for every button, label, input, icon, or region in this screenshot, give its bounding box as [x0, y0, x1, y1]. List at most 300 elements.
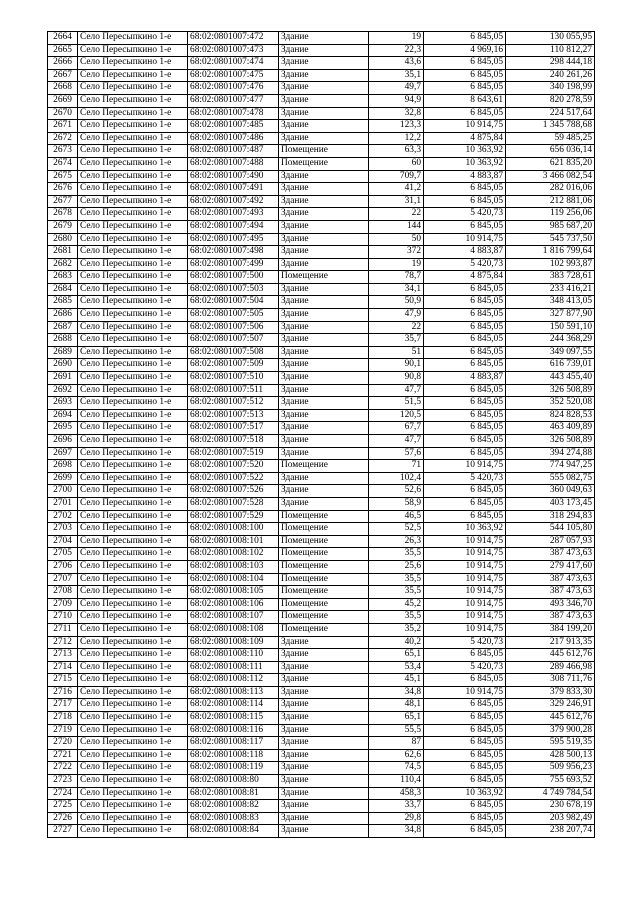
area-cell: 65,1: [369, 649, 424, 662]
area-cell: 26,3: [369, 535, 424, 548]
object-type-cell: Здание: [279, 686, 369, 699]
cadastral-number-cell: 68:02:0801007:486: [188, 132, 279, 145]
table-row: [48, 724, 595, 737]
price-per-unit-cell: 6 845,05: [424, 497, 506, 510]
table-row: [48, 372, 595, 385]
object-type-cell: Здание: [279, 409, 369, 422]
cadastral-number-cell: 68:02:0801008:101: [188, 535, 279, 548]
cadastral-number-cell: 68:02:0801008:83: [188, 812, 279, 825]
area-cell: 22: [369, 208, 424, 221]
object-type-cell: Здание: [279, 94, 369, 107]
row-number-cell: 2707: [48, 573, 78, 586]
table-row: [48, 737, 595, 750]
cadastral-number-cell: 68:02:0801007:498: [188, 246, 279, 259]
price-per-unit-cell: 6 845,05: [424, 296, 506, 309]
table-row: [48, 825, 595, 838]
settlement-cell: Село Пересыпкино 1-е: [78, 170, 188, 183]
area-cell: 35,5: [369, 586, 424, 599]
row-number-cell: 2671: [48, 120, 78, 133]
price-per-unit-cell: 5 420,73: [424, 661, 506, 674]
cadastral-number-cell: 68:02:0801007:520: [188, 460, 279, 473]
price-per-unit-cell: 10 914,75: [424, 623, 506, 636]
total-value-cell: 318 294,83: [506, 510, 595, 523]
total-value-cell: 379 833,30: [506, 686, 595, 699]
price-per-unit-cell: 10 914,75: [424, 120, 506, 133]
total-value-cell: 287 057,93: [506, 535, 595, 548]
settlement-cell: Село Пересыпкино 1-е: [78, 120, 188, 133]
price-per-unit-cell: 4 875,84: [424, 132, 506, 145]
row-number-cell: 2668: [48, 82, 78, 95]
table-row: [48, 271, 595, 284]
object-type-cell: Здание: [279, 107, 369, 120]
object-type-cell: Помещение: [279, 535, 369, 548]
price-per-unit-cell: 6 845,05: [424, 397, 506, 410]
object-type-cell: Здание: [279, 787, 369, 800]
table-row: [48, 195, 595, 208]
row-number-cell: 2705: [48, 548, 78, 561]
cadastral-number-cell: 68:02:0801008:114: [188, 699, 279, 712]
settlement-cell: Село Пересыпкино 1-е: [78, 94, 188, 107]
table-row: [48, 447, 595, 460]
object-type-cell: Здание: [279, 283, 369, 296]
object-type-cell: Здание: [279, 775, 369, 788]
price-per-unit-cell: 6 845,05: [424, 825, 506, 838]
cadastral-number-cell: 68:02:0801007:506: [188, 321, 279, 334]
price-per-unit-cell: 10 363,92: [424, 145, 506, 158]
settlement-cell: Село Пересыпкино 1-е: [78, 762, 188, 775]
settlement-cell: Село Пересыпкино 1-е: [78, 422, 188, 435]
price-per-unit-cell: 10 914,75: [424, 611, 506, 624]
price-per-unit-cell: 6 845,05: [424, 447, 506, 460]
row-number-cell: 2721: [48, 749, 78, 762]
area-cell: 102,4: [369, 472, 424, 485]
settlement-cell: Село Пересыпкино 1-е: [78, 724, 188, 737]
area-cell: 144: [369, 220, 424, 233]
price-per-unit-cell: 6 845,05: [424, 69, 506, 82]
object-type-cell: Здание: [279, 812, 369, 825]
area-cell: 52,5: [369, 523, 424, 536]
area-cell: 43,6: [369, 57, 424, 70]
cadastral-number-cell: 68:02:0801007:477: [188, 94, 279, 107]
area-cell: 78,7: [369, 271, 424, 284]
area-cell: 33,7: [369, 800, 424, 813]
total-value-cell: 384 199,20: [506, 623, 595, 636]
area-cell: 90,8: [369, 372, 424, 385]
cadastral-number-cell: 68:02:0801007:510: [188, 372, 279, 385]
total-value-cell: 985 687,20: [506, 220, 595, 233]
settlement-cell: Село Пересыпкино 1-е: [78, 183, 188, 196]
row-number-cell: 2669: [48, 94, 78, 107]
row-number-cell: 2666: [48, 57, 78, 70]
settlement-cell: Село Пересыпкино 1-е: [78, 611, 188, 624]
object-type-cell: Здание: [279, 334, 369, 347]
area-cell: 19: [369, 32, 424, 45]
row-number-cell: 2695: [48, 422, 78, 435]
row-number-cell: 2703: [48, 523, 78, 536]
table-row: [48, 132, 595, 145]
row-number-cell: 2722: [48, 762, 78, 775]
table-row: [48, 800, 595, 813]
settlement-cell: Село Пересыпкино 1-е: [78, 535, 188, 548]
area-cell: 32,8: [369, 107, 424, 120]
row-number-cell: 2699: [48, 472, 78, 485]
object-type-cell: Здание: [279, 120, 369, 133]
total-value-cell: 326 508,89: [506, 384, 595, 397]
table-row: [48, 397, 595, 410]
total-value-cell: 595 519,35: [506, 737, 595, 750]
total-value-cell: 820 278,59: [506, 94, 595, 107]
table-row: [48, 32, 595, 45]
object-type-cell: Здание: [279, 636, 369, 649]
total-value-cell: 387 473,63: [506, 611, 595, 624]
table-row: [48, 409, 595, 422]
row-number-cell: 2710: [48, 611, 78, 624]
total-value-cell: 230 678,19: [506, 800, 595, 813]
object-type-cell: Здание: [279, 346, 369, 359]
object-type-cell: Здание: [279, 724, 369, 737]
settlement-cell: Село Пересыпкино 1-е: [78, 359, 188, 372]
settlement-cell: Село Пересыпкино 1-е: [78, 447, 188, 460]
total-value-cell: 352 520,08: [506, 397, 595, 410]
row-number-cell: 2697: [48, 447, 78, 460]
area-cell: 47,7: [369, 384, 424, 397]
row-number-cell: 2676: [48, 183, 78, 196]
object-type-cell: Здание: [279, 208, 369, 221]
total-value-cell: 493 346,70: [506, 598, 595, 611]
area-cell: 51,5: [369, 397, 424, 410]
settlement-cell: Село Пересыпкино 1-е: [78, 510, 188, 523]
table-row: [48, 812, 595, 825]
table-row: [48, 762, 595, 775]
object-type-cell: Здание: [279, 649, 369, 662]
object-type-cell: Помещение: [279, 145, 369, 158]
settlement-cell: Село Пересыпкино 1-е: [78, 560, 188, 573]
object-type-cell: Здание: [279, 674, 369, 687]
cadastral-number-cell: 68:02:0801007:505: [188, 309, 279, 322]
object-type-cell: Помещение: [279, 586, 369, 599]
cadastral-number-cell: 68:02:0801007:522: [188, 472, 279, 485]
area-cell: 74,5: [369, 762, 424, 775]
table-row: [48, 686, 595, 699]
settlement-cell: Село Пересыпкино 1-е: [78, 497, 188, 510]
area-cell: 35,5: [369, 548, 424, 561]
object-type-cell: Здание: [279, 246, 369, 259]
area-cell: 52,6: [369, 485, 424, 498]
cadastral-number-cell: 68:02:0801007:517: [188, 422, 279, 435]
price-per-unit-cell: 4 875,84: [424, 271, 506, 284]
cadastral-number-cell: 68:02:0801008:109: [188, 636, 279, 649]
cadastral-number-cell: 68:02:0801007:512: [188, 397, 279, 410]
table-row: [48, 208, 595, 221]
table-body: [48, 32, 595, 838]
cadastral-number-cell: 68:02:0801007:487: [188, 145, 279, 158]
area-cell: 120,5: [369, 409, 424, 422]
table-row: [48, 674, 595, 687]
table-row: [48, 523, 595, 536]
cadastral-number-cell: 68:02:0801008:100: [188, 523, 279, 536]
total-value-cell: 130 055,95: [506, 32, 595, 45]
object-type-cell: Здание: [279, 183, 369, 196]
price-per-unit-cell: 10 914,75: [424, 686, 506, 699]
price-per-unit-cell: 5 420,73: [424, 258, 506, 271]
object-type-cell: Помещение: [279, 560, 369, 573]
table-row: [48, 384, 595, 397]
cadastral-number-cell: 68:02:0801007:509: [188, 359, 279, 372]
settlement-cell: Село Пересыпкино 1-е: [78, 523, 188, 536]
table-row: [48, 712, 595, 725]
cadastral-number-cell: 68:02:0801007:519: [188, 447, 279, 460]
total-value-cell: 621 835,20: [506, 157, 595, 170]
total-value-cell: 824 828,53: [506, 409, 595, 422]
table-row: [48, 586, 595, 599]
object-type-cell: Здание: [279, 737, 369, 750]
object-type-cell: Здание: [279, 170, 369, 183]
settlement-cell: Село Пересыпкино 1-е: [78, 258, 188, 271]
area-cell: 19: [369, 258, 424, 271]
row-number-cell: 2664: [48, 32, 78, 45]
cadastral-number-cell: 68:02:0801007:493: [188, 208, 279, 221]
settlement-cell: Село Пересыпкино 1-е: [78, 157, 188, 170]
table-row: [48, 283, 595, 296]
settlement-cell: Село Пересыпкино 1-е: [78, 372, 188, 385]
settlement-cell: Село Пересыпкино 1-е: [78, 220, 188, 233]
area-cell: 110,4: [369, 775, 424, 788]
price-per-unit-cell: 6 845,05: [424, 712, 506, 725]
table-row: [48, 296, 595, 309]
object-type-cell: Здание: [279, 762, 369, 775]
price-per-unit-cell: 6 845,05: [424, 775, 506, 788]
row-number-cell: 2685: [48, 296, 78, 309]
cadastral-number-cell: 68:02:0801008:82: [188, 800, 279, 813]
settlement-cell: Село Пересыпкино 1-е: [78, 661, 188, 674]
settlement-cell: Село Пересыпкино 1-е: [78, 737, 188, 750]
row-number-cell: 2711: [48, 623, 78, 636]
settlement-cell: Село Пересыпкино 1-е: [78, 636, 188, 649]
row-number-cell: 2667: [48, 69, 78, 82]
cadastral-number-cell: 68:02:0801008:117: [188, 737, 279, 750]
price-per-unit-cell: 6 845,05: [424, 800, 506, 813]
table-row: [48, 170, 595, 183]
total-value-cell: 348 413,05: [506, 296, 595, 309]
row-number-cell: 2683: [48, 271, 78, 284]
settlement-cell: Село Пересыпкино 1-е: [78, 132, 188, 145]
area-cell: 35,5: [369, 611, 424, 624]
settlement-cell: Село Пересыпкино 1-е: [78, 195, 188, 208]
area-cell: 34,8: [369, 825, 424, 838]
cadastral-number-cell: 68:02:0801007:513: [188, 409, 279, 422]
total-value-cell: 463 409,89: [506, 422, 595, 435]
settlement-cell: Село Пересыпкино 1-е: [78, 573, 188, 586]
price-per-unit-cell: 6 845,05: [424, 737, 506, 750]
object-type-cell: Помещение: [279, 623, 369, 636]
price-per-unit-cell: 10 914,75: [424, 535, 506, 548]
row-number-cell: 2691: [48, 372, 78, 385]
settlement-cell: Село Пересыпкино 1-е: [78, 825, 188, 838]
settlement-cell: Село Пересыпкино 1-е: [78, 598, 188, 611]
object-type-cell: Здание: [279, 800, 369, 813]
object-type-cell: Здание: [279, 44, 369, 57]
total-value-cell: 360 049,63: [506, 485, 595, 498]
area-cell: 45,1: [369, 674, 424, 687]
price-per-unit-cell: 4 883,87: [424, 372, 506, 385]
total-value-cell: 1 816 799,64: [506, 246, 595, 259]
area-cell: 62,6: [369, 749, 424, 762]
area-cell: 50: [369, 233, 424, 246]
row-number-cell: 2700: [48, 485, 78, 498]
cadastral-number-cell: 68:02:0801007:491: [188, 183, 279, 196]
settlement-cell: Село Пересыпкино 1-е: [78, 107, 188, 120]
price-per-unit-cell: 6 845,05: [424, 812, 506, 825]
total-value-cell: 233 416,21: [506, 283, 595, 296]
cadastral-number-cell: 68:02:0801007:485: [188, 120, 279, 133]
price-per-unit-cell: 10 914,75: [424, 586, 506, 599]
total-value-cell: 428 500,13: [506, 749, 595, 762]
row-number-cell: 2716: [48, 686, 78, 699]
table-row: [48, 775, 595, 788]
price-per-unit-cell: 6 845,05: [424, 107, 506, 120]
total-value-cell: 755 693,52: [506, 775, 595, 788]
settlement-cell: Село Пересыпкино 1-е: [78, 586, 188, 599]
cadastral-number-cell: 68:02:0801007:475: [188, 69, 279, 82]
row-number-cell: 2674: [48, 157, 78, 170]
price-per-unit-cell: 10 914,75: [424, 548, 506, 561]
total-value-cell: 282 016,06: [506, 183, 595, 196]
row-number-cell: 2701: [48, 497, 78, 510]
cadastral-number-cell: 68:02:0801008:107: [188, 611, 279, 624]
cadastral-number-cell: 68:02:0801007:492: [188, 195, 279, 208]
row-number-cell: 2690: [48, 359, 78, 372]
object-type-cell: Здание: [279, 825, 369, 838]
total-value-cell: 340 198,99: [506, 82, 595, 95]
cadastral-number-cell: 68:02:0801007:474: [188, 57, 279, 70]
object-type-cell: Здание: [279, 485, 369, 498]
settlement-cell: Село Пересыпкино 1-е: [78, 812, 188, 825]
object-type-cell: Помещение: [279, 598, 369, 611]
object-type-cell: Здание: [279, 397, 369, 410]
total-value-cell: 327 877,90: [506, 309, 595, 322]
cadastral-table: [47, 31, 595, 838]
total-value-cell: 774 947,25: [506, 460, 595, 473]
total-value-cell: 445 612,76: [506, 649, 595, 662]
row-number-cell: 2684: [48, 283, 78, 296]
cadastral-number-cell: 68:02:0801007:504: [188, 296, 279, 309]
row-number-cell: 2709: [48, 598, 78, 611]
cadastral-number-cell: 68:02:0801007:511: [188, 384, 279, 397]
total-value-cell: 110 812,27: [506, 44, 595, 57]
table-row: [48, 497, 595, 510]
total-value-cell: 383 728,61: [506, 271, 595, 284]
price-per-unit-cell: 10 914,75: [424, 598, 506, 611]
row-number-cell: 2725: [48, 800, 78, 813]
object-type-cell: Здание: [279, 309, 369, 322]
price-per-unit-cell: 6 845,05: [424, 57, 506, 70]
area-cell: 45,2: [369, 598, 424, 611]
total-value-cell: 224 517,64: [506, 107, 595, 120]
price-per-unit-cell: 8 643,61: [424, 94, 506, 107]
cadastral-number-cell: 68:02:0801008:84: [188, 825, 279, 838]
cadastral-number-cell: 68:02:0801008:110: [188, 649, 279, 662]
cadastral-number-cell: 68:02:0801008:108: [188, 623, 279, 636]
table-row: [48, 44, 595, 57]
row-number-cell: 2723: [48, 775, 78, 788]
row-number-cell: 2719: [48, 724, 78, 737]
object-type-cell: Здание: [279, 712, 369, 725]
price-per-unit-cell: 6 845,05: [424, 359, 506, 372]
cadastral-number-cell: 68:02:0801007:507: [188, 334, 279, 347]
area-cell: 35,5: [369, 573, 424, 586]
row-number-cell: 2713: [48, 649, 78, 662]
row-number-cell: 2681: [48, 246, 78, 259]
table-row: [48, 359, 595, 372]
row-number-cell: 2698: [48, 460, 78, 473]
row-number-cell: 2694: [48, 409, 78, 422]
settlement-cell: Село Пересыпкино 1-е: [78, 309, 188, 322]
price-per-unit-cell: 6 845,05: [424, 82, 506, 95]
price-per-unit-cell: 4 969,16: [424, 44, 506, 57]
area-cell: 49,7: [369, 82, 424, 95]
table-row: [48, 510, 595, 523]
price-per-unit-cell: 6 845,05: [424, 724, 506, 737]
cadastral-number-cell: 68:02:0801008:103: [188, 560, 279, 573]
cadastral-number-cell: 68:02:0801008:119: [188, 762, 279, 775]
area-cell: 35,2: [369, 623, 424, 636]
table-row: [48, 636, 595, 649]
price-per-unit-cell: 6 845,05: [424, 409, 506, 422]
row-number-cell: 2693: [48, 397, 78, 410]
cadastral-number-cell: 68:02:0801007:476: [188, 82, 279, 95]
table-row: [48, 321, 595, 334]
object-type-cell: Здание: [279, 447, 369, 460]
price-per-unit-cell: 10 914,75: [424, 460, 506, 473]
object-type-cell: Помещение: [279, 523, 369, 536]
settlement-cell: Село Пересыпкино 1-е: [78, 674, 188, 687]
table-row: [48, 258, 595, 271]
table-row: [48, 145, 595, 158]
row-number-cell: 2718: [48, 712, 78, 725]
area-cell: 35,1: [369, 69, 424, 82]
table-row: [48, 560, 595, 573]
table-row: [48, 787, 595, 800]
table-row: [48, 309, 595, 322]
price-per-unit-cell: 6 845,05: [424, 699, 506, 712]
cadastral-number-cell: 68:02:0801007:500: [188, 271, 279, 284]
total-value-cell: 119 256,06: [506, 208, 595, 221]
total-value-cell: 279 417,60: [506, 560, 595, 573]
object-type-cell: Здание: [279, 321, 369, 334]
price-per-unit-cell: 10 363,92: [424, 157, 506, 170]
row-number-cell: 2677: [48, 195, 78, 208]
object-type-cell: Здание: [279, 195, 369, 208]
object-type-cell: Здание: [279, 435, 369, 448]
table-row: [48, 699, 595, 712]
area-cell: 60: [369, 157, 424, 170]
object-type-cell: Помещение: [279, 510, 369, 523]
settlement-cell: Село Пересыпкино 1-е: [78, 409, 188, 422]
row-number-cell: 2696: [48, 435, 78, 448]
table-row: [48, 661, 595, 674]
row-number-cell: 2726: [48, 812, 78, 825]
cadastral-number-cell: 68:02:0801007:472: [188, 32, 279, 45]
row-number-cell: 2724: [48, 787, 78, 800]
area-cell: 46,5: [369, 510, 424, 523]
settlement-cell: Село Пересыпкино 1-е: [78, 548, 188, 561]
price-per-unit-cell: 6 845,05: [424, 649, 506, 662]
area-cell: 12,2: [369, 132, 424, 145]
area-cell: 67,7: [369, 422, 424, 435]
table-row: [48, 233, 595, 246]
price-per-unit-cell: 4 883,87: [424, 170, 506, 183]
row-number-cell: 2706: [48, 560, 78, 573]
